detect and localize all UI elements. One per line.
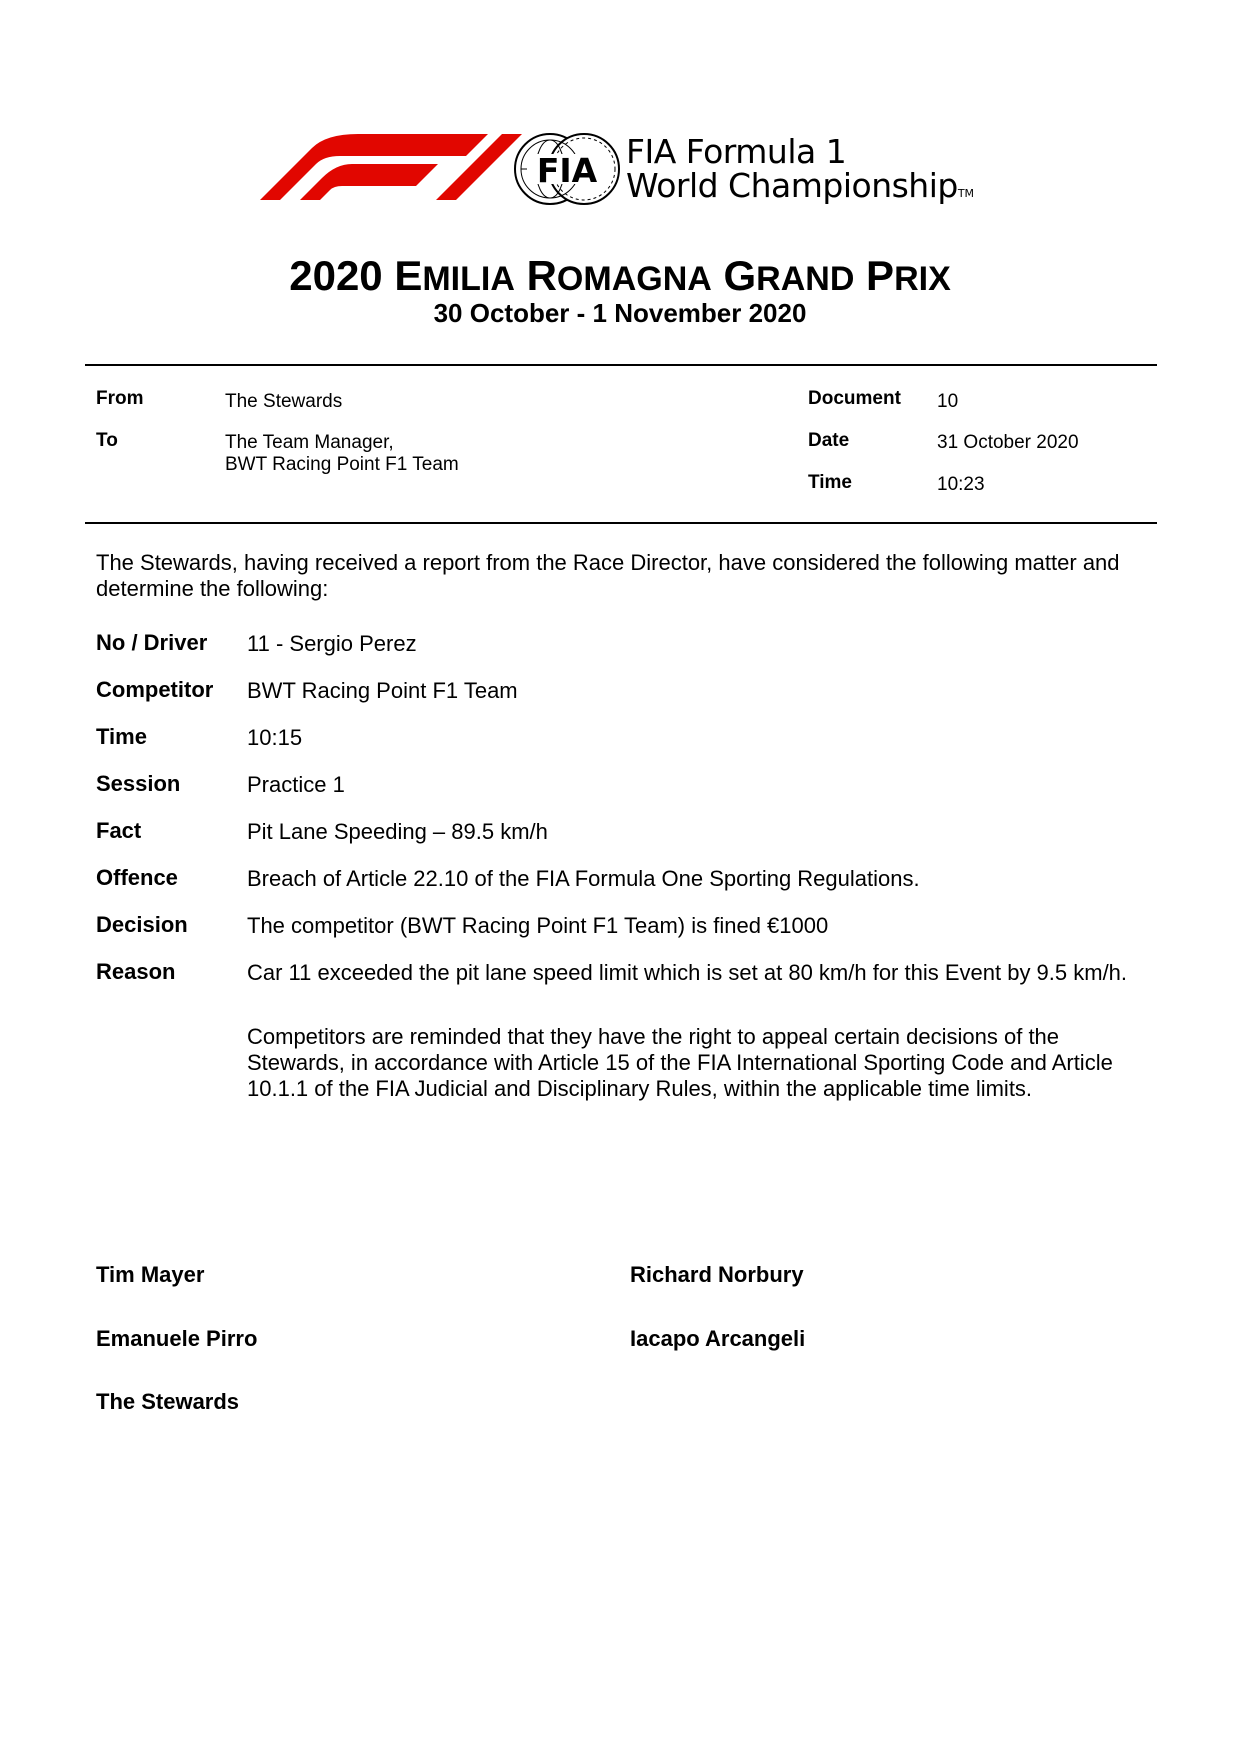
document-value: 10 [937, 391, 959, 412]
brand-wordmark [626, 132, 975, 211]
signatory-3: Emanuele Pirro [96, 1326, 258, 1351]
fact-label: Fact [96, 818, 142, 843]
title-smallcaps: MILIA [422, 260, 515, 298]
decision-value: The competitor (BWT Racing Point F1 Team) is fined €1000 [247, 913, 829, 938]
title-letter: P [866, 252, 895, 299]
decision-label: Decision [96, 912, 188, 937]
svg-text:FIA: FIA [536, 151, 598, 190]
driver-label: No / Driver [96, 630, 208, 655]
competitor-value: BWT Racing Point F1 Team [247, 678, 518, 703]
event-dates: 30 October - 1 November 2020 [433, 298, 807, 328]
divider-bottom [85, 522, 1157, 524]
title-letter: R [526, 252, 557, 299]
reason-value: Car 11 exceeded the pit lane speed limit which is set at 80 km/h for this Event by 9.5 km/h. [247, 960, 1128, 985]
f1-logo [260, 134, 522, 202]
divider-top [85, 364, 1157, 366]
signatory-1: Tim Mayer [96, 1262, 205, 1287]
incident-time-label: Time [96, 724, 147, 749]
brand-line-2-text: World Championship [626, 166, 958, 205]
session-value: Practice 1 [247, 772, 345, 797]
document-label: Document [808, 388, 901, 409]
signatory-2: Richard Norbury [630, 1262, 804, 1287]
title-smallcaps: RIX [894, 260, 951, 298]
title-smallcaps: OMAGNA [556, 260, 712, 298]
intro-paragraph: The Stewards, having received a report from the Race Director, have considered the following matter and determine the following: [96, 550, 1120, 601]
date-value: 31 October 2020 [937, 432, 1079, 453]
title-smallcaps: RAND [756, 260, 855, 298]
driver-value: 11 - Sergio Perez [247, 631, 417, 656]
to-label: To [96, 430, 118, 451]
trademark-mark: TM [957, 187, 975, 200]
to-value-line-2: BWT Racing Point F1 Team [225, 454, 459, 475]
fia-logo [513, 132, 621, 206]
signatories-footer: The Stewards [96, 1389, 240, 1414]
incident-time-value: 10:15 [247, 725, 303, 750]
title-letter: G [723, 252, 757, 299]
title-letter: E [394, 252, 423, 299]
date-label: Date [808, 430, 850, 451]
event-title [0, 252, 1240, 303]
event-year: 2020 [289, 252, 383, 299]
appeal-notice: Competitors are reminded that they have the right to appeal certain decisions of the Stewards, in accordance with Article 15 of the FIA International Sporting Code and Article 10.1.1 of the FIA Judicial and Disciplinary Rules, within the applicable time limits. [247, 1024, 1113, 1101]
reason-label: Reason [96, 959, 176, 984]
time-label: Time [808, 472, 853, 493]
brand-line-1: FIA Formula 1 [626, 132, 847, 171]
signatory-4: Iacapo Arcangeli [630, 1326, 806, 1351]
to-value-line-1: The Team Manager, [225, 432, 394, 453]
brand-line-2 [626, 166, 975, 211]
session-label: Session [96, 771, 181, 796]
fact-value: Pit Lane Speeding – 89.5 km/h [247, 819, 548, 844]
from-label: From [96, 388, 144, 409]
from-value: The Stewards [225, 391, 343, 412]
competitor-label: Competitor [96, 677, 214, 702]
offence-value: Breach of Article 22.10 of the FIA Formula One Sporting Regulations. [247, 866, 920, 891]
offence-label: Offence [96, 865, 178, 890]
time-value: 10:23 [937, 474, 985, 495]
